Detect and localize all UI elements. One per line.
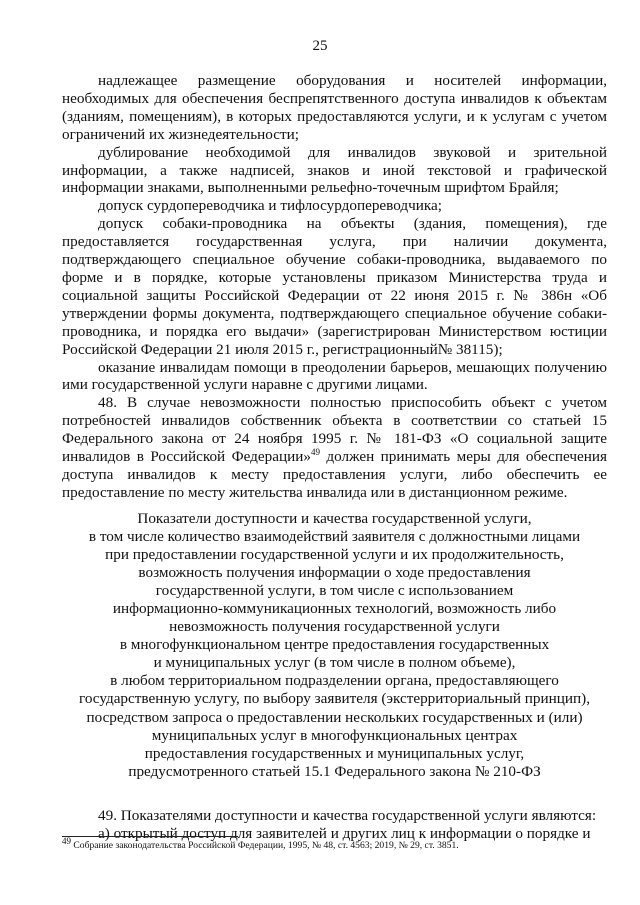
paragraph-48	[62, 394, 607, 501]
body-text	[62, 72, 607, 502]
footnote-mark: 49	[62, 835, 71, 846]
heading-line: посредством запроса о предоставлении нескольких государственных и (или)	[86, 708, 583, 726]
paragraph-guide-dog: допуск собаки-проводника на объекты (здания, помещения), где предоставляется государственная услуга, при наличии документа, подтверждающего специальное обучение собаки-проводника, выдаваемого по форме и в порядке, которые установлены приказом Министерства труда и социальной защиты Российской Федерации от 22 июня 2015 г. № 386н «Об утверждении формы документа, подтверждающего специальное обучение собаки-проводника, и порядка его выдачи» (зарегистрирован Министерством юстиции Российской Федерации 21 июля 2015 г., регистрационный№ 38115);	[62, 215, 607, 358]
indicators-block	[62, 807, 607, 843]
heading-line: Показатели доступности и качества государственной услуги,	[137, 510, 532, 527]
heading-line: возможность получения информации о ходе предоставления	[138, 564, 531, 582]
page-number: 25	[312, 38, 328, 54]
heading-line: при предоставлении государственной услуги и их продолжительность,	[105, 546, 564, 564]
heading-line: и муниципальных услуг (в том числе в полном объеме),	[153, 654, 516, 672]
heading-line: в любом территориальном подразделении органа, предоставляющего	[110, 672, 559, 690]
heading-line: предоставления государственных и муниципальных услуг,	[144, 744, 525, 762]
paragraph-49-item-a: а) открытый доступ для заявителей и других лиц к информации о порядке и	[98, 824, 591, 842]
heading-line: в многофункциональном центре предоставления государственных	[119, 636, 550, 654]
section-heading	[62, 510, 607, 781]
heading-line: государственную услугу, по выбору заявителя (экстерриториальный принцип),	[78, 690, 591, 708]
paragraph-48-continuation: должен принимать меры для обеспечения доступа инвалидов к месту предоставления услуги, либо обеспечить ее предоставление по месту жительства инвалида или в дистанционном режиме.	[62, 448, 608, 501]
paragraph-barrier-assistance: оказание инвалидам помощи в преодолении барьеров, мешающих получению ими государственной услуги наравне с другими лицами.	[62, 358, 607, 394]
paragraph-49-intro: 49. Показателями доступности и качества государственной услуги являются:	[98, 807, 597, 824]
paragraph-braille-info: дублирование необходимой для инвалидов звуковой и зрительной информации, а также надписей, знаков и иной текстовой и графической информации знаками, выполненными рельефно-точечным шрифтом Брайля;	[62, 143, 607, 197]
footnote-reference[interactable]: 49	[310, 446, 320, 457]
heading-line: невозможность получения государственной услуги	[169, 618, 500, 636]
paragraph-equipment-placement: надлежащее размещение оборудования и носителей информации, необходимых для обеспечения беспрепятственного доступа инвалидов к объектам (зданиям, помещениям), в которых предоставляются услуги, и к услугам с учетом ограничений их жизнедеятельности;	[62, 72, 607, 143]
heading-line: муниципальных услуг в многофункциональных центрах	[151, 726, 518, 744]
footnote	[62, 835, 607, 852]
heading-line: предусмотренного статьей 15.1 Федерального закона № 210-ФЗ	[128, 762, 541, 780]
footnote-text: Собрание законодательства Российской Федерации, 1995, № 48, ст. 4563; 2019, № 29, ст. 3851.	[71, 840, 459, 851]
footnote-separator	[62, 836, 238, 837]
heading-line: государственной услуги, в том числе с использованием	[155, 582, 514, 600]
paragraph-sign-interpreter: допуск сурдопереводчика и тифлосурдопереводчика;	[98, 197, 442, 215]
heading-line: в том числе количество взаимодействий заявителя с должностными лицами	[88, 528, 581, 546]
heading-line: информационно-коммуникационных технологий, возможность либо	[112, 600, 557, 618]
paragraph-48-text: 48. В случае невозможности полностью приспособить объект с учетом потребностей инвалидов собственник объекта в соответствии со статьей 15 Федерального закона от 24 ноября 1995 г. № 181-ФЗ «О социальной защите инвалидов в Российской Федерации»	[62, 394, 607, 466]
